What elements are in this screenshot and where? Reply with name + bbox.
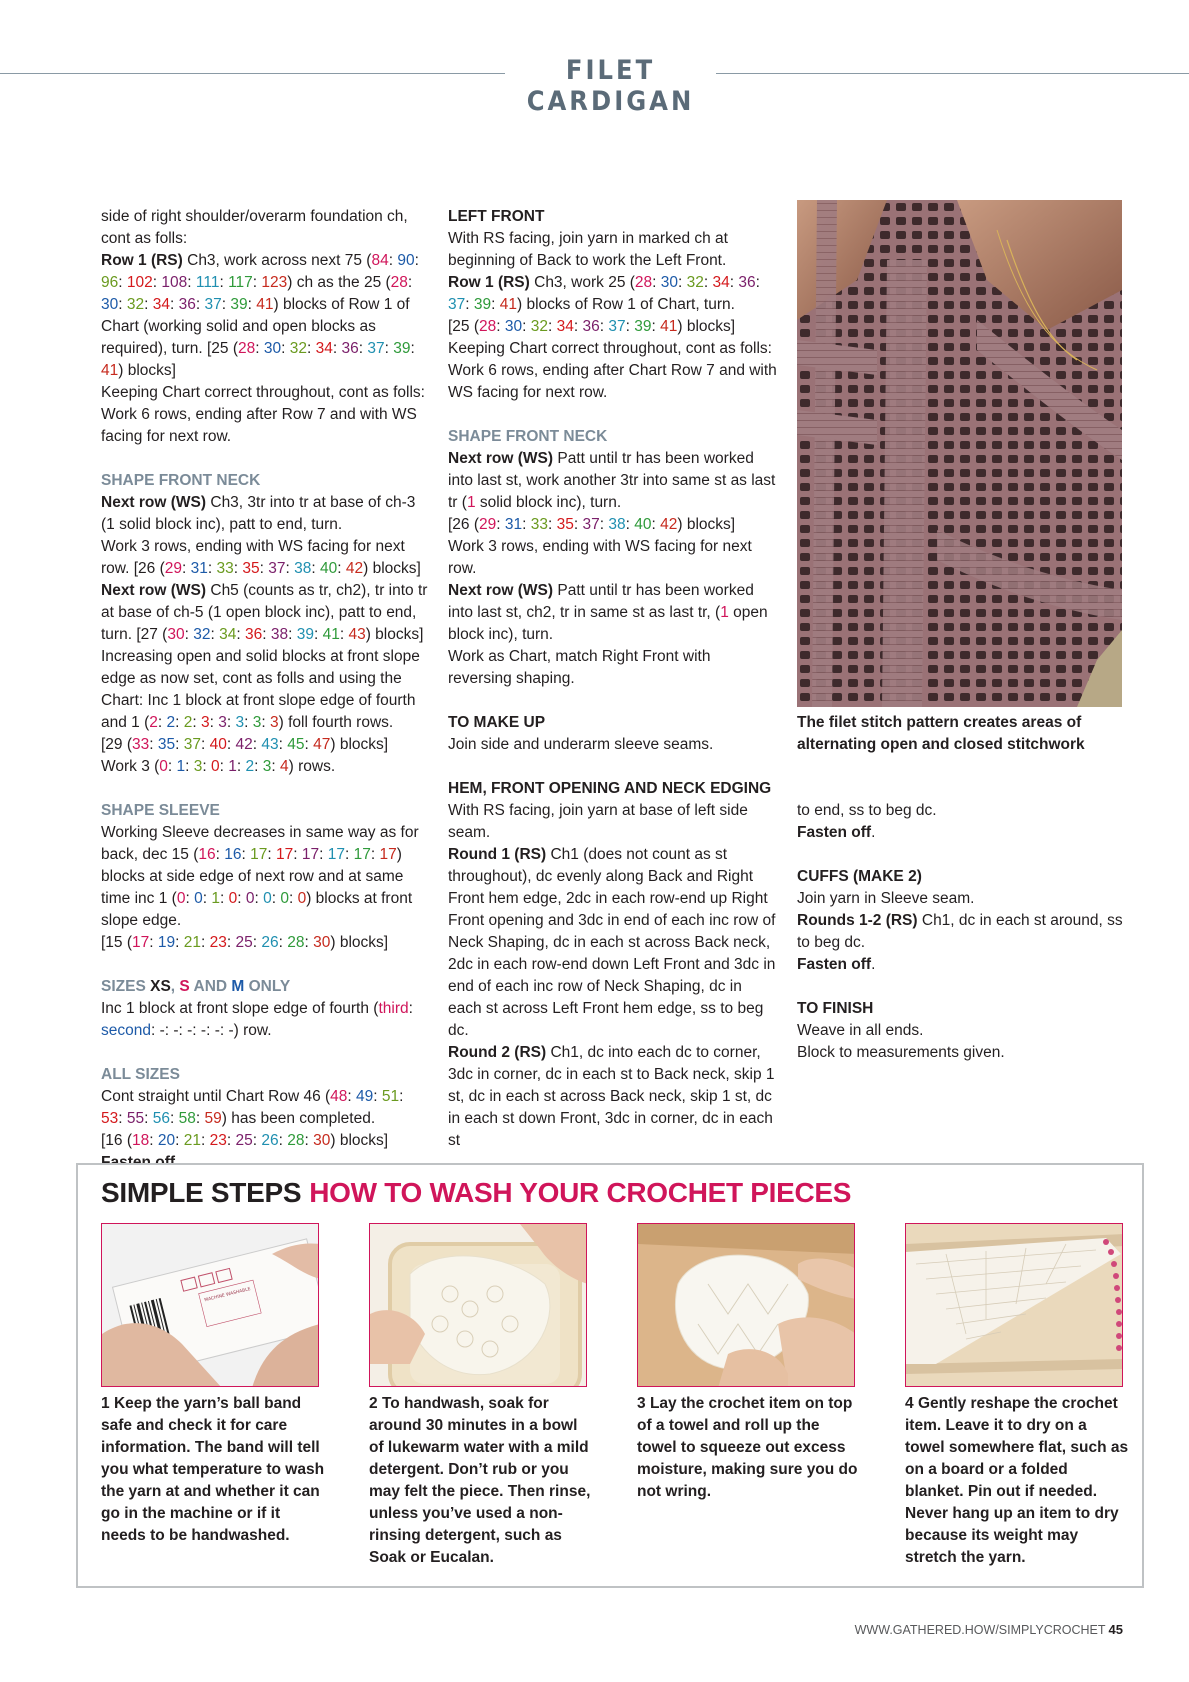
paragraph — [448, 580, 778, 646]
paragraph — [101, 1086, 429, 1130]
size-value: 36 — [178, 296, 196, 313]
size-value: 0 — [194, 890, 203, 907]
size-value: 21 — [183, 1132, 202, 1149]
size-value: 28 — [237, 340, 256, 357]
size-values: 30: 32: 34: 36: 38: 39: 41: 43 — [167, 626, 366, 643]
row-label: Rounds 1-2 (RS) — [797, 912, 918, 929]
paragraph-row1: Row 1 (RS) Ch3, work across next 75 (84: 90: 96: 102: 108: 111: 117: 123) ch as the 25 (28: 30: 32: 34: 36: 37: 39: 41) blocks of Row 1 of Chart (working solid and open blocks as required), turn. [25 (28: 30: 32: 34: 36: 37: 39: 41) blocks] — [101, 252, 419, 379]
size-value: 39 — [634, 318, 652, 335]
size-value: 1 — [211, 890, 220, 907]
page-number: 45 — [1108, 1622, 1123, 1637]
text: ) blocks at side edge of next row and at same time inc 1 ( — [101, 846, 404, 907]
text: AND — [189, 978, 232, 995]
size-value: 25 — [235, 1132, 253, 1149]
size-value: 2 — [245, 758, 255, 775]
size-value: 3 — [201, 714, 210, 731]
heading-to-make-up: TO MAKE UP — [448, 714, 546, 731]
size-value: 29 — [479, 516, 497, 533]
text: ) blocks] — [330, 934, 389, 951]
size-value: 41 — [101, 362, 119, 379]
heading-sizes-xs-s-m — [101, 976, 429, 998]
text: ) foll fourth rows. — [278, 714, 394, 731]
size-value: 31 — [190, 560, 208, 577]
size-value: 34 — [556, 318, 574, 335]
size-value: 31 — [504, 516, 523, 533]
size-value: 0 — [176, 890, 186, 907]
size-xs: XS — [150, 978, 171, 995]
size-value: 32 — [289, 340, 307, 357]
heading-all-sizes: ALL SIZES — [101, 1066, 180, 1083]
size-value: 37 — [448, 296, 466, 313]
size-value: 33 — [530, 516, 549, 533]
footer-url: WWW.GATHERED.HOW/SIMPLYCROCHET — [854, 1623, 1106, 1637]
size-value: 34 — [152, 296, 170, 313]
size-value: 102 — [126, 274, 153, 291]
text: [26 ( — [448, 516, 480, 533]
text: open block inc), turn. — [448, 604, 768, 643]
size-values: 29: 31: 33: 35: 37: 38: 40: 42 — [164, 560, 364, 577]
size-value: 37 — [367, 340, 385, 357]
size-value: 28 — [390, 274, 408, 291]
size-value: 1 — [176, 758, 186, 775]
text: , — [170, 978, 180, 995]
size-value: 53 — [101, 1110, 119, 1127]
text: ONLY — [244, 978, 291, 995]
size-value: 43 — [348, 626, 366, 643]
text: : -: -: -: -: -: -) row. — [150, 1022, 272, 1039]
paragraph-fasten-off — [797, 954, 1127, 976]
size-values: 33: 35: 37: 40: 42: 43: 45: 47 — [132, 736, 331, 753]
size-value: 30 — [263, 340, 282, 357]
size-value: 37 — [268, 560, 286, 577]
paragraph — [101, 580, 429, 646]
step-number: 2 — [369, 1395, 378, 1412]
step-number: 1 — [101, 1395, 110, 1412]
paragraph — [448, 272, 778, 316]
heading-shape-front-neck: SHAPE FRONT NECK — [101, 472, 261, 489]
size-m: M — [231, 978, 245, 995]
page-title: FILET CARDIGAN — [526, 55, 695, 117]
size-value: 16 — [198, 846, 216, 863]
text: ) blocks] — [677, 318, 736, 335]
size-value: 43 — [261, 736, 279, 753]
text: Ch5 (counts as tr, ch2), tr into tr at base of ch-5 (1 open block inc), patt to end, turn. [27 ( — [101, 582, 428, 643]
header-rule-left — [0, 73, 505, 74]
step-1-image — [101, 1223, 319, 1387]
paragraph — [448, 514, 778, 536]
size-value: 39 — [230, 296, 248, 313]
size-value: 90 — [397, 252, 415, 269]
column-3 — [797, 800, 1127, 1064]
step-2-image — [369, 1223, 587, 1387]
size-value: 38 — [270, 626, 289, 643]
size-value: 32 — [530, 318, 549, 335]
size-values: 2: 2: 2: 3: 3: 3: 3: 3 — [149, 714, 279, 731]
size-value: 0 — [245, 890, 255, 907]
size-value: 1 — [466, 494, 476, 511]
size-value: 41 — [256, 296, 274, 313]
size-value: 23 — [209, 934, 227, 951]
size-value: 35 — [556, 516, 574, 533]
size-value: 36 — [341, 340, 359, 357]
step-3-image — [637, 1223, 855, 1387]
text: [16 ( — [101, 1132, 133, 1149]
photo-caption: The filet stitch pattern creates areas of alternating open and closed stitchwork — [797, 714, 1085, 753]
size-value: 3 — [252, 714, 262, 731]
paragraph — [797, 910, 1127, 954]
text: ) blocks] — [330, 1132, 389, 1149]
size-value: second — [101, 1022, 151, 1039]
size-value: third — [378, 1000, 409, 1017]
size-value: 117 — [228, 274, 253, 291]
paragraph — [448, 844, 778, 1042]
text: Ch3, work 25 ( — [529, 274, 635, 291]
size-value: 49 — [356, 1088, 374, 1105]
size-values: 18: 20: 21: 23: 25: 26: 28: 30 — [132, 1132, 331, 1149]
size-value: 39 — [296, 626, 314, 643]
size-value: 42 — [660, 516, 678, 533]
size-value: 2 — [166, 714, 176, 731]
row-label: Next row (WS) — [448, 582, 554, 599]
size-value: 36 — [582, 318, 600, 335]
size-value: 34 — [315, 340, 333, 357]
text: . — [871, 824, 876, 841]
heading-left-front: LEFT FRONT — [448, 208, 545, 225]
text: Patt until tr has been worked into last st, ch2, tr in same st as last tr, ( — [448, 582, 754, 621]
size-values: 0: 0: 1: 0: 0: 0: 0: 0 — [176, 890, 307, 907]
size-value: 28 — [479, 318, 497, 335]
paragraph — [448, 316, 778, 338]
row-label: Next row (WS) — [101, 494, 207, 511]
paragraph — [448, 448, 778, 514]
row-label: Next row (WS) — [101, 582, 207, 599]
heading-cuffs: CUFFS (MAKE 2) — [797, 868, 922, 885]
cardigan-photo — [797, 200, 1122, 707]
size-value: 30 — [167, 626, 185, 643]
size-values: 16: 16: 17: 17: 17: 17: 17: 17 — [198, 846, 397, 863]
size-value: 123 — [261, 274, 288, 291]
text: ) blocks] — [118, 362, 176, 379]
size-value: 30 — [504, 318, 523, 335]
paragraph: Weave in all ends. — [797, 1022, 924, 1039]
size-value: 40 — [209, 736, 227, 753]
text: ) blocks of Row 1 of Chart, turn. — [517, 296, 735, 313]
size-value: 0 — [159, 758, 168, 775]
heading-shape-sleeve: SHAPE SLEEVE — [101, 802, 220, 819]
step-body: To handwash, soak for around 30 minutes in a bowl of lukewarm water with a mild detergent. Don’t rub or you may felt the piece. Then rinse, unless you’ve used a non-rinsing detergent, such as Soak or Eucalan. — [369, 1395, 591, 1566]
size-value: 0 — [297, 890, 307, 907]
size-value: 2 — [149, 714, 158, 731]
size-value: 38 — [608, 516, 626, 533]
size-value: 96 — [101, 274, 119, 291]
text: [15 ( — [101, 934, 133, 951]
size-values: 17: 19: 21: 23: 25: 26: 28: 30 — [132, 934, 331, 951]
size-value: 3 — [218, 714, 227, 731]
step-number: 4 — [905, 1395, 914, 1412]
size-value: 29 — [164, 560, 182, 577]
column-2 — [448, 206, 778, 1152]
row-label: Round 2 (RS) — [448, 1044, 547, 1061]
size-value: 3 — [270, 714, 279, 731]
step-1-text — [101, 1393, 326, 1547]
title-part: SIMPLE STEPS — [101, 1177, 302, 1208]
size-value: 84 — [371, 252, 389, 269]
size-value: 51 — [381, 1088, 400, 1105]
text: : — [408, 1000, 413, 1017]
paragraph-fasten-off — [797, 822, 1127, 844]
paragraph — [101, 998, 429, 1042]
text: Fasten off — [797, 824, 872, 841]
paragraph: Join yarn in Sleeve seam. — [797, 890, 975, 907]
size-value: 0 — [211, 758, 220, 775]
size-value: 47 — [313, 736, 331, 753]
size-value: 40 — [320, 560, 338, 577]
paragraph: Work 3 rows, ending with WS facing for next row. — [448, 538, 752, 577]
text: Patt until tr has been worked into last st, work another 3tr into same st as last tr ( — [448, 450, 776, 511]
footer — [855, 1622, 1123, 1637]
heading-hem-edging: HEM, FRONT OPENING AND NECK EDGING — [448, 780, 772, 797]
size-value: 17 — [132, 934, 150, 951]
title-part: HOW TO WASH YOUR CROCHET PIECES — [309, 1177, 852, 1208]
size-value: 30 — [101, 296, 119, 313]
size-value: 42 — [235, 736, 253, 753]
size-value: 41 — [660, 318, 678, 335]
step-4-text — [905, 1393, 1130, 1569]
text: Increasing open and solid blocks at front slope edge as now set, cont as folls and using the Chart: Inc 1 block at front slope edge of fourth and 1 ( — [101, 648, 420, 731]
text: Work 3 ( — [101, 758, 160, 775]
text: Cont straight until Chart Row 46 ( — [101, 1088, 331, 1105]
size-value: 28 — [287, 934, 305, 951]
size-value: 20 — [157, 1132, 176, 1149]
size-value: 3 — [262, 758, 272, 775]
text: solid block inc), turn. — [475, 494, 622, 511]
text: ) blocks] — [330, 736, 389, 753]
text: Work 3 rows, ending with WS facing for next row. [26 ( — [101, 538, 405, 577]
size-value: 17 — [379, 846, 397, 863]
size-value: 35 — [242, 560, 260, 577]
size-value: 1 — [720, 604, 729, 621]
text: ) has been completed. — [221, 1110, 376, 1127]
paragraph: Block to measurements given. — [797, 1044, 1005, 1061]
size-value: 1 — [228, 758, 237, 775]
size-value: 33 — [132, 736, 150, 753]
size-value: 17 — [250, 846, 268, 863]
text: Working Sleeve decreases in same way as for back, dec 15 ( — [101, 824, 419, 863]
text: ) ch as the 25 ( — [287, 274, 391, 291]
size-value: 45 — [287, 736, 305, 753]
simple-steps-title — [101, 1177, 851, 1209]
size-value: 56 — [152, 1110, 170, 1127]
heading-to-finish: TO FINISH — [797, 1000, 874, 1017]
size-value: 30 — [660, 274, 679, 291]
paragraph: side of right shoulder/overarm foundation ch, cont as folls: — [101, 208, 408, 247]
text: Ch3, work across next 75 ( — [182, 252, 372, 269]
row-label: Row 1 (RS) — [101, 252, 183, 269]
svg-text:MACHINE WASHABLE: MACHINE WASHABLE — [203, 1287, 252, 1304]
size-value: 36 — [244, 626, 263, 643]
size-value: 39 — [473, 296, 492, 313]
column-1 — [101, 206, 429, 1174]
step-body: Lay the crochet item on top of a towel and roll up the towel to squeeze out excess moisture, making sure you do not wring. — [637, 1395, 858, 1500]
paragraph — [448, 1042, 778, 1152]
paragraph — [101, 646, 429, 734]
size-value: 55 — [126, 1110, 145, 1127]
size-value: 34 — [219, 626, 237, 643]
size-value: 0 — [280, 890, 289, 907]
size-values: 0: 1: 3: 0: 1: 2: 3: 4 — [159, 758, 289, 775]
row-label: Round 1 (RS) — [448, 846, 547, 863]
size-value: 26 — [261, 1132, 279, 1149]
size-value: 39 — [393, 340, 411, 357]
size-value: 34 — [712, 274, 730, 291]
paragraph — [101, 756, 429, 778]
text: SIZES — [101, 978, 151, 995]
text: Ch1, dc into each dc to corner, 3dc in corner, dc in each st to Back neck, skip 1 st, dc in each st across Back neck, skip 1 st, dc in each st down Front, 3dc in corner, dc in each st — [448, 1044, 775, 1149]
size-value: 0 — [228, 890, 238, 907]
text: . — [871, 956, 876, 973]
size-value: 41 — [499, 296, 517, 313]
size-value: 17 — [353, 846, 371, 863]
paragraph: to end, ss to beg dc. — [797, 802, 937, 819]
size-value: 28 — [634, 274, 653, 291]
size-value: 48 — [330, 1088, 348, 1105]
header-rule-right — [716, 73, 1189, 74]
size-value: 0 — [263, 890, 272, 907]
text: Ch1, dc in each st around, ss to beg dc. — [797, 912, 1123, 951]
row-label: Next row (WS) — [448, 450, 554, 467]
size-value: 25 — [235, 934, 253, 951]
text: [29 ( — [101, 736, 133, 753]
step-4-image — [905, 1223, 1123, 1387]
step-body: Gently reshape the crochet item. Leave it to dry on a towel somewhere flat, such as on a board or a folded blanket. Pin out if needed. Never hang up an item to dry because its weight may stretch the yarn. — [905, 1395, 1129, 1566]
paragraph — [101, 536, 429, 580]
paragraph: With RS facing, join yarn in marked ch at beginning of Back to work the Left Front. — [448, 230, 728, 269]
paragraph — [101, 1130, 429, 1152]
size-value: 32 — [193, 626, 211, 643]
heading-shape-front-neck: SHAPE FRONT NECK — [448, 428, 608, 445]
size-values: 48: 49: 51: 53: 55: 56: 58: 59 — [101, 1088, 404, 1127]
text: Ch3, 3tr into tr at base of ch-3 (1 solid block inc), patt to end, turn. — [101, 494, 416, 533]
text: Ch1 (does not count as st throughout), dc evenly along Back and Right Front hem edge, 2dc in each row-end up Right Front opening and 3dc in end of each inc row of Neck Shaping, dc in each st across Back neck, 2dc in each row-end down Left Front and 3dc in end of each inc row of Neck Shaping, dc in each st across Left Front hem edge, ss to beg dc. — [448, 846, 776, 1039]
size-value: 40 — [634, 516, 652, 533]
text: ) rows. — [288, 758, 336, 775]
size-value: 111 — [195, 274, 220, 291]
paragraph — [101, 492, 429, 536]
text: [25 ( — [448, 318, 480, 335]
size-value: 35 — [157, 736, 176, 753]
size-value: 17 — [327, 846, 345, 863]
size-s: S — [179, 978, 190, 995]
size-value: 59 — [204, 1110, 222, 1127]
text: Inc 1 block at front slope edge of fourth ( — [101, 1000, 379, 1017]
size-values: 28: 30: 32: 34: 36: 37: 39: 41 — [479, 318, 678, 335]
size-value: 38 — [294, 560, 312, 577]
step-2-text — [369, 1393, 594, 1569]
step-3-text — [637, 1393, 862, 1503]
paragraph: Join side and underarm sleeve seams. — [448, 736, 714, 753]
size-value: 17 — [301, 846, 320, 863]
size-value: 21 — [183, 934, 202, 951]
paragraph: Keeping Chart correct throughout, cont as folls: Work 6 rows, ending after Row 7 and with WS facing for next row. — [101, 384, 425, 445]
size-values: 28: 30: 32: 34: 36: 37: 39: 41 — [448, 274, 760, 313]
size-value: 41 — [322, 626, 340, 643]
size-value: 30 — [313, 1132, 331, 1149]
size-value: 108 — [161, 274, 188, 291]
size-value: 37 — [204, 296, 222, 313]
size-value: 37 — [183, 736, 202, 753]
size-value: 32 — [126, 296, 145, 313]
size-value: 28 — [287, 1132, 305, 1149]
size-value: 37 — [582, 516, 600, 533]
size-value: 42 — [345, 560, 364, 577]
size-value: 2 — [183, 714, 193, 731]
size-value: 26 — [261, 934, 279, 951]
paragraph: Keeping Chart correct throughout, cont as folls: Work 6 rows, ending after Chart Row 7 and with WS facing for next row. — [448, 340, 777, 401]
paragraph — [101, 822, 429, 932]
size-value: 23 — [209, 1132, 227, 1149]
size-value: 17 — [275, 846, 294, 863]
size-value: 32 — [686, 274, 704, 291]
size-value: 18 — [132, 1132, 150, 1149]
text: ) blocks] — [677, 516, 736, 533]
paragraph — [101, 734, 429, 756]
paragraph: Work as Chart, match Right Front with reversing shaping. — [448, 648, 711, 687]
size-value: 3 — [235, 714, 245, 731]
size-values: 29: 31: 33: 35: 37: 38: 40: 42 — [479, 516, 678, 533]
size-value: 16 — [224, 846, 242, 863]
text: ) blocks] — [363, 560, 421, 577]
text: Fasten off — [797, 956, 872, 973]
size-value: 36 — [738, 274, 756, 291]
paragraph — [101, 932, 429, 954]
text: ) blocks at front slope edge. — [101, 890, 413, 929]
size-value: 33 — [216, 560, 234, 577]
size-value: 3 — [193, 758, 203, 775]
text: ) blocks of Row 1 of Chart (working solid and open blocks as required), turn. [25 ( — [101, 296, 410, 357]
size-value: 4 — [280, 758, 289, 775]
size-value: 30 — [313, 934, 331, 951]
size-value: 58 — [178, 1110, 196, 1127]
step-body: Keep the yarn’s ball band safe and check it for care information. The band will tell you what temperature to wash the yarn at and whether it can go in the machine or if it needs to be handwashed. — [101, 1395, 325, 1544]
text: ) blocks] — [365, 626, 424, 643]
step-number: 3 — [637, 1395, 646, 1412]
size-value: 37 — [608, 318, 626, 335]
size-value: 19 — [157, 934, 176, 951]
paragraph: With RS facing, join yarn at base of left side seam. — [448, 802, 748, 841]
row-label: Row 1 (RS) — [448, 274, 530, 291]
